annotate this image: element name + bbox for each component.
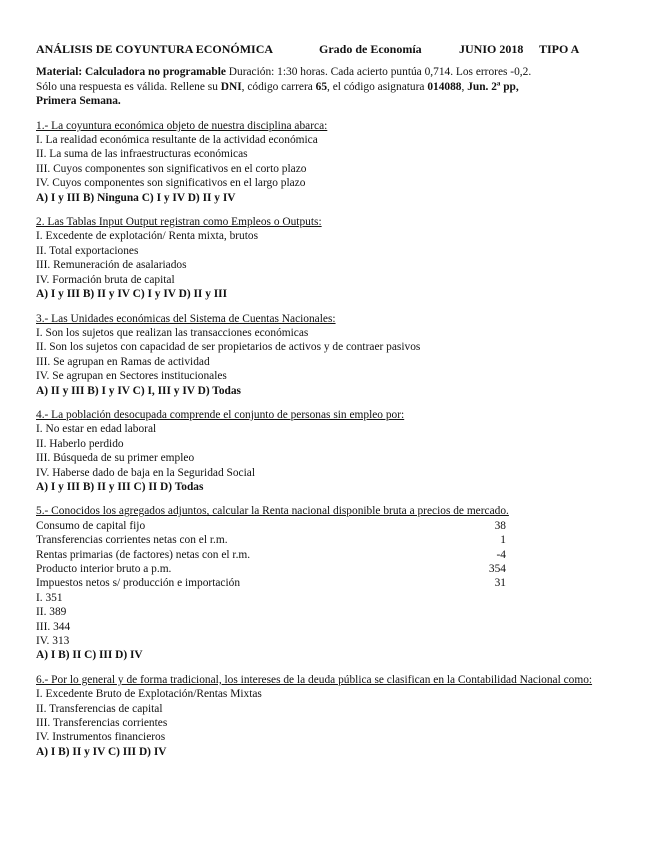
- option-i: I. Excedente Bruto de Explotación/Rentas Mixtas: [36, 688, 262, 701]
- option-i: I. Excedente de explotación/ Renta mixta, brutos: [36, 230, 259, 243]
- aggregate-label: Rentas primarias (de factores) netas con el r.m.: [36, 548, 251, 561]
- question-title: 5.- Conocidos los agregados adjuntos, calcular la Renta nacional disponible bruta a precios de mercado.: [36, 505, 509, 518]
- instructions-line-2: [36, 80, 626, 94]
- aggregate-value: 1: [500, 534, 506, 547]
- degree-name: Grado de Economía: [319, 42, 422, 56]
- subject-code: 014088: [427, 80, 462, 93]
- dni-label: DNI: [220, 80, 242, 93]
- question-title: 3.- Las Unidades económicas del Sistema de Cuentas Nacionales:: [36, 312, 336, 325]
- exam-type: TIPO A: [539, 42, 580, 56]
- exam-week: Primera Semana.: [36, 95, 121, 108]
- option-iv: IV. Formación bruta de capital: [36, 273, 175, 286]
- answer-choices: A) I y III B) II y III C) II D) Todas: [36, 480, 204, 493]
- option-iii: III. 344: [36, 620, 71, 633]
- question-title: 1.- La coyuntura económica objeto de nuestra disciplina abarca:: [36, 119, 328, 132]
- option-ii: II. Son los sujetos con capacidad de ser propietarios de activos y de contraer pasivos: [36, 341, 421, 354]
- option-iii: III. Cuyos componentes son significativos en el corto plazo: [36, 162, 307, 175]
- career-code: 65: [315, 80, 328, 93]
- exam-instructions: [36, 65, 626, 108]
- aggregate-row: [36, 548, 506, 562]
- option-ii: II. Haberlo perdido: [36, 437, 124, 450]
- exam-title: ANÁLISIS DE COYUNTURA ECONÓMICA: [36, 42, 274, 56]
- exam-page: [36, 42, 626, 759]
- option-i: I. No estar en edad laboral: [36, 423, 157, 436]
- exam-session: Jun. 2ª pp,: [467, 80, 519, 93]
- option-iii: III. Remuneración de asalariados: [36, 259, 187, 272]
- instructions-line-1: [36, 65, 626, 79]
- exam-date: JUNIO 2018: [459, 42, 524, 56]
- aggregate-label: Transferencias corrientes netas con el r.m.: [36, 534, 228, 547]
- question-3: [36, 312, 626, 398]
- question-2: [36, 215, 626, 301]
- instructions-line-3: [36, 94, 626, 108]
- option-ii: II. 389: [36, 606, 67, 619]
- option-iii: III. Búsqueda de su primer empleo: [36, 452, 195, 465]
- aggregate-row: [36, 519, 506, 533]
- material-label: Material: Calculadora no programable: [36, 66, 226, 79]
- exam-header: [36, 42, 626, 56]
- aggregate-value: -4: [496, 548, 506, 561]
- option-ii: II. La suma de las infraestructuras económicas: [36, 148, 248, 161]
- question-4: [36, 408, 626, 494]
- option-i: I. 351: [36, 591, 63, 604]
- instructions-text: Sólo una respuesta es válida. Rellene su: [36, 80, 221, 93]
- option-iii: III. Transferencias corrientes: [36, 717, 168, 730]
- instructions-text: , el código asignatura: [327, 80, 428, 93]
- duration-scoring-text: Duración: 1:30 horas. Cada acierto puntúa 0,714. Los errores -0,2.: [225, 66, 532, 79]
- question-6: [36, 673, 626, 759]
- option-iv: IV. Cuyos componentes son significativos en el largo plazo: [36, 177, 306, 190]
- option-iv: IV. Instrumentos financieros: [36, 731, 166, 744]
- option-iii: III. Se agrupan en Ramas de actividad: [36, 355, 210, 368]
- answer-choices: A) I B) II C) III D) IV: [36, 649, 143, 662]
- aggregate-label: Consumo de capital fijo: [36, 519, 146, 532]
- question-5: [36, 504, 626, 662]
- aggregate-value: 354: [488, 563, 506, 575]
- instructions-text: , código carrera: [241, 80, 316, 93]
- option-iv: IV. 313: [36, 635, 70, 648]
- answer-choices: A) I y III B) Ninguna C) I y IV D) II y IV: [36, 191, 236, 204]
- answer-choices: A) II y III B) I y IV C) I, III y IV D) Todas: [36, 384, 241, 397]
- option-ii: II. Total exportaciones: [36, 244, 139, 257]
- aggregate-row: [36, 562, 506, 576]
- option-iv: IV. Se agrupan en Sectores institucionales: [36, 370, 227, 383]
- question-title: 6.- Por lo general y de forma tradicional, los intereses de la deuda pública se clasifican en la Contabilidad Nacional como:: [36, 673, 593, 686]
- aggregate-value: 38: [494, 519, 506, 532]
- question-1: [36, 119, 626, 205]
- aggregate-row: [36, 533, 506, 547]
- option-i: I. La realidad económica resultante de la actividad económica: [36, 134, 318, 147]
- option-i: I. Son los sujetos que realizan las transacciones económicas: [36, 326, 309, 339]
- aggregate-row: [36, 576, 506, 590]
- aggregate-value: 31: [494, 577, 506, 590]
- instructions-text: ,: [461, 80, 468, 93]
- question-title: 4.- La población desocupada comprende el conjunto de personas sin empleo por:: [36, 408, 405, 421]
- option-iv: IV. Haberse dado de baja en la Seguridad Social: [36, 466, 255, 479]
- aggregate-label: Impuestos netos s/ producción e importación: [36, 577, 241, 590]
- aggregate-label: Producto interior bruto a p.m.: [36, 563, 172, 575]
- answer-choices: A) I y III B) II y IV C) I y IV D) II y III: [36, 288, 228, 301]
- answer-choices: A) I B) II y IV C) III D) IV: [36, 745, 167, 758]
- option-ii: II. Transferencias de capital: [36, 702, 163, 715]
- question-title: 2. Las Tablas Input Output registran como Empleos o Outputs:: [36, 216, 322, 229]
